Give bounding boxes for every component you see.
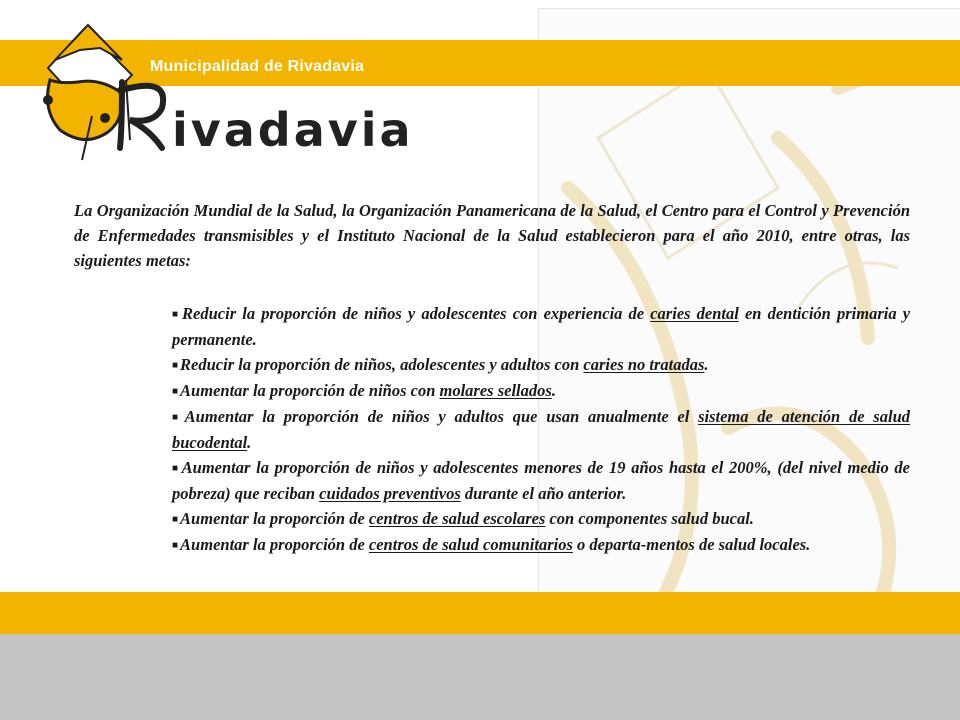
- bullet-square-icon: ■: [172, 386, 179, 397]
- hyperlink[interactable]: caries dental: [650, 304, 739, 323]
- hyperlink[interactable]: centros de salud escolares: [368, 509, 546, 528]
- slide-body: [74, 198, 910, 558]
- list-item: ■ Aumentar la proporción de niños con molares sellados.: [172, 381, 556, 400]
- bullet-square-icon: ■: [172, 360, 179, 371]
- hyperlink[interactable]: caries no tratadas: [583, 355, 705, 374]
- footer-bar: [0, 634, 960, 720]
- list-item: ■ Reducir la proporción de niños, adolescentes y adultos con caries no tratadas.: [172, 355, 709, 374]
- rivadavia-logo: [30, 20, 430, 170]
- intro-paragraph: La Organización Mundial de la Salud, la Organización Panamericana de la Salud, el Centro para el Control y Prevención de Enfermedades transmisibles y el Instituto Nacional de la Salud establecieron para el año 2010, entre otras, las siguientes metas:: [74, 201, 910, 270]
- list-item: ■ Aumentar la proporción de niños y adolescentes menores de 19 años hasta el 200%, (del nivel medio de pobreza) que reciban cuidados preventivos durante el año anterior.: [172, 458, 910, 503]
- list-item: ■ Aumentar la proporción de niños y adultos que usan anualmente el sistema de atención de salud bucodental.: [172, 407, 910, 452]
- bullet-square-icon: ■: [172, 514, 179, 525]
- list-item: ■ Aumentar la proporción de centros de salud escolares con componentes salud bucal.: [172, 509, 754, 528]
- municipality-name: Municipalidad de Rivadavia: [150, 58, 365, 75]
- hyperlink[interactable]: molares sellados: [439, 381, 552, 400]
- hyperlink[interactable]: cuidados preventivos: [319, 484, 461, 503]
- bullet-square-icon: ■: [172, 309, 181, 320]
- bullet-square-icon: ■: [172, 412, 183, 423]
- hyperlink[interactable]: centros de salud comunitarios: [368, 535, 573, 554]
- logo-wordmark: ivadavia: [172, 103, 414, 157]
- goals-list: [172, 301, 910, 558]
- bullet-square-icon: ■: [172, 540, 179, 551]
- hyperlink[interactable]: sistema de atención de salud bucodental: [172, 407, 910, 452]
- list-item: ■ Reducir la proporción de niños y adolescentes con experiencia de caries dental en dentición primaria y permanente.: [172, 304, 911, 349]
- bottom-band: [0, 592, 960, 634]
- list-item: ■ Aumentar la proporción de centros de salud comunitarios o departa-mentos de salud locales.: [172, 535, 811, 554]
- bullet-square-icon: ■: [172, 463, 180, 474]
